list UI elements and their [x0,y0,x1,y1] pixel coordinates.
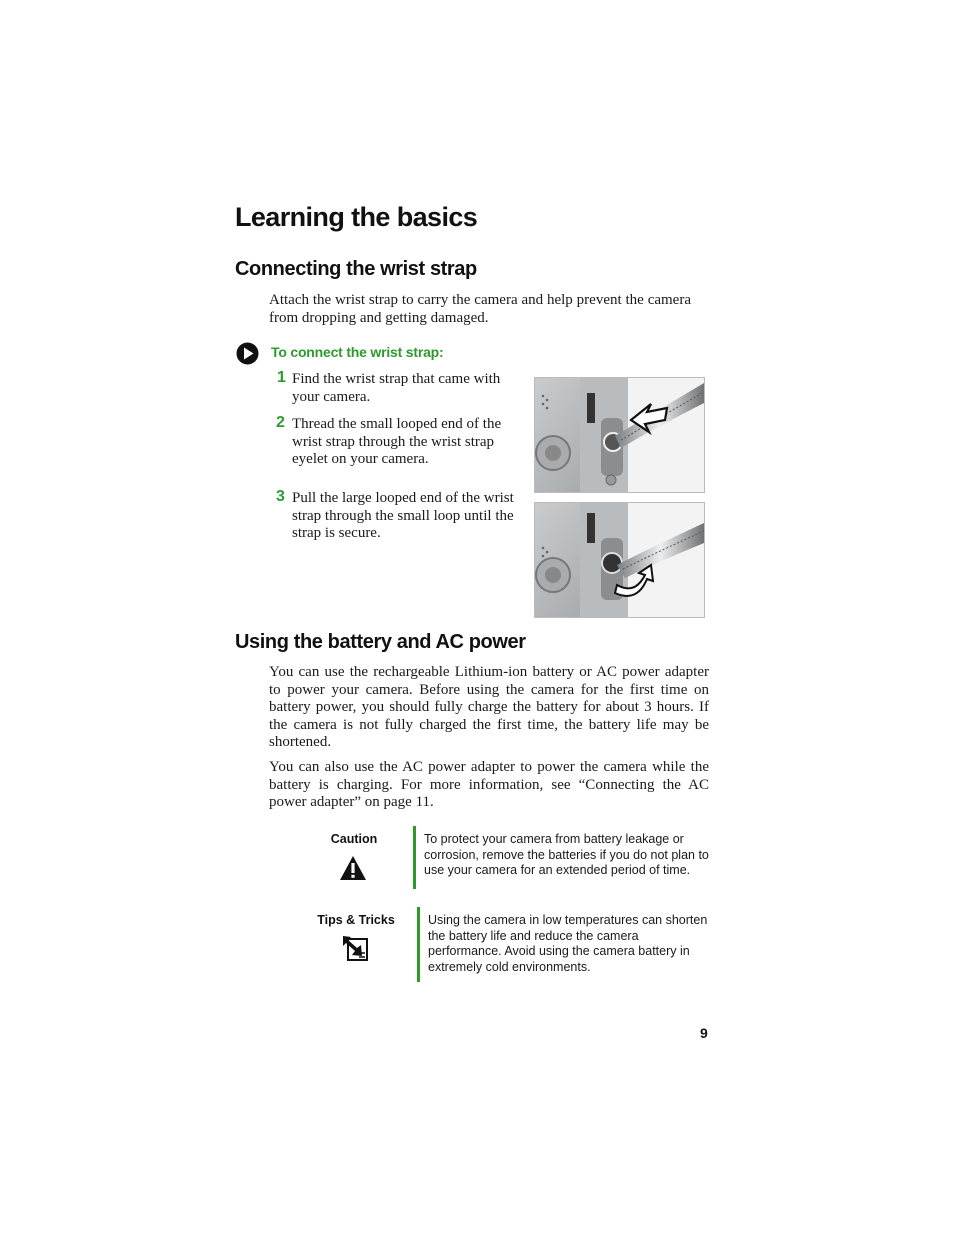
step-number: 1 [277,369,286,386]
wrist-strap-pull-photo [534,502,705,618]
tips-tricks-icon [341,934,369,962]
wrist-strap-intro: Attach the wrist strap to carry the camera and help prevent the camera from dropping and getting damaged. [269,292,691,326]
step-text: Thread the small looped end of the wrist strap through the wrist strap eyelet on your camera. [292,416,502,467]
step-number: 3 [276,488,285,505]
wrist-strap-thread-photo [534,377,705,493]
page-title: Learning the basics [235,202,478,232]
section-heading-wrist-strap: Connecting the wrist strap [235,258,477,280]
tips-accent-bar [417,907,420,982]
caution-accent-bar [413,826,416,889]
step-number: 2 [276,414,285,431]
procedure-arrow-icon [236,342,259,365]
caution-label: Caution [330,832,378,846]
step-text: Find the wrist strap that came with your camera. [292,371,501,405]
battery-paragraph-2: You can also use the AC power adapter to power the camera while the battery is charging. For more information, see “Connecting the AC power adapter” on page 11. [269,759,709,810]
step-text: Pull the large looped end of the wrist strap through the small loop until the strap is secure. [292,490,514,541]
caution-text: To protect your camera from battery leakage or corrosion, remove the batteries if you do not plan to use your camera for an extended period of time. [424,832,709,878]
page-number: 9 [700,1025,708,1041]
section-heading-battery: Using the battery and AC power [235,631,526,653]
tips-text: Using the camera in low temperatures can shorten the battery life and reduce the camera performance. Avoid using the camera battery in extremely cold environments. [428,913,708,974]
procedure-title: To connect the wrist strap: [271,344,444,360]
tips-label: Tips & Tricks [317,913,395,927]
battery-paragraph-1: You can use the rechargeable Lithium-ion battery or AC power adapter to power your camera. Before using the camera for the first time on battery power, you should fully charge the battery for about 3 hours. If the camera is not fully charged the first time, the battery life may be shortened. [269,664,709,750]
warning-triangle-icon [339,855,367,881]
